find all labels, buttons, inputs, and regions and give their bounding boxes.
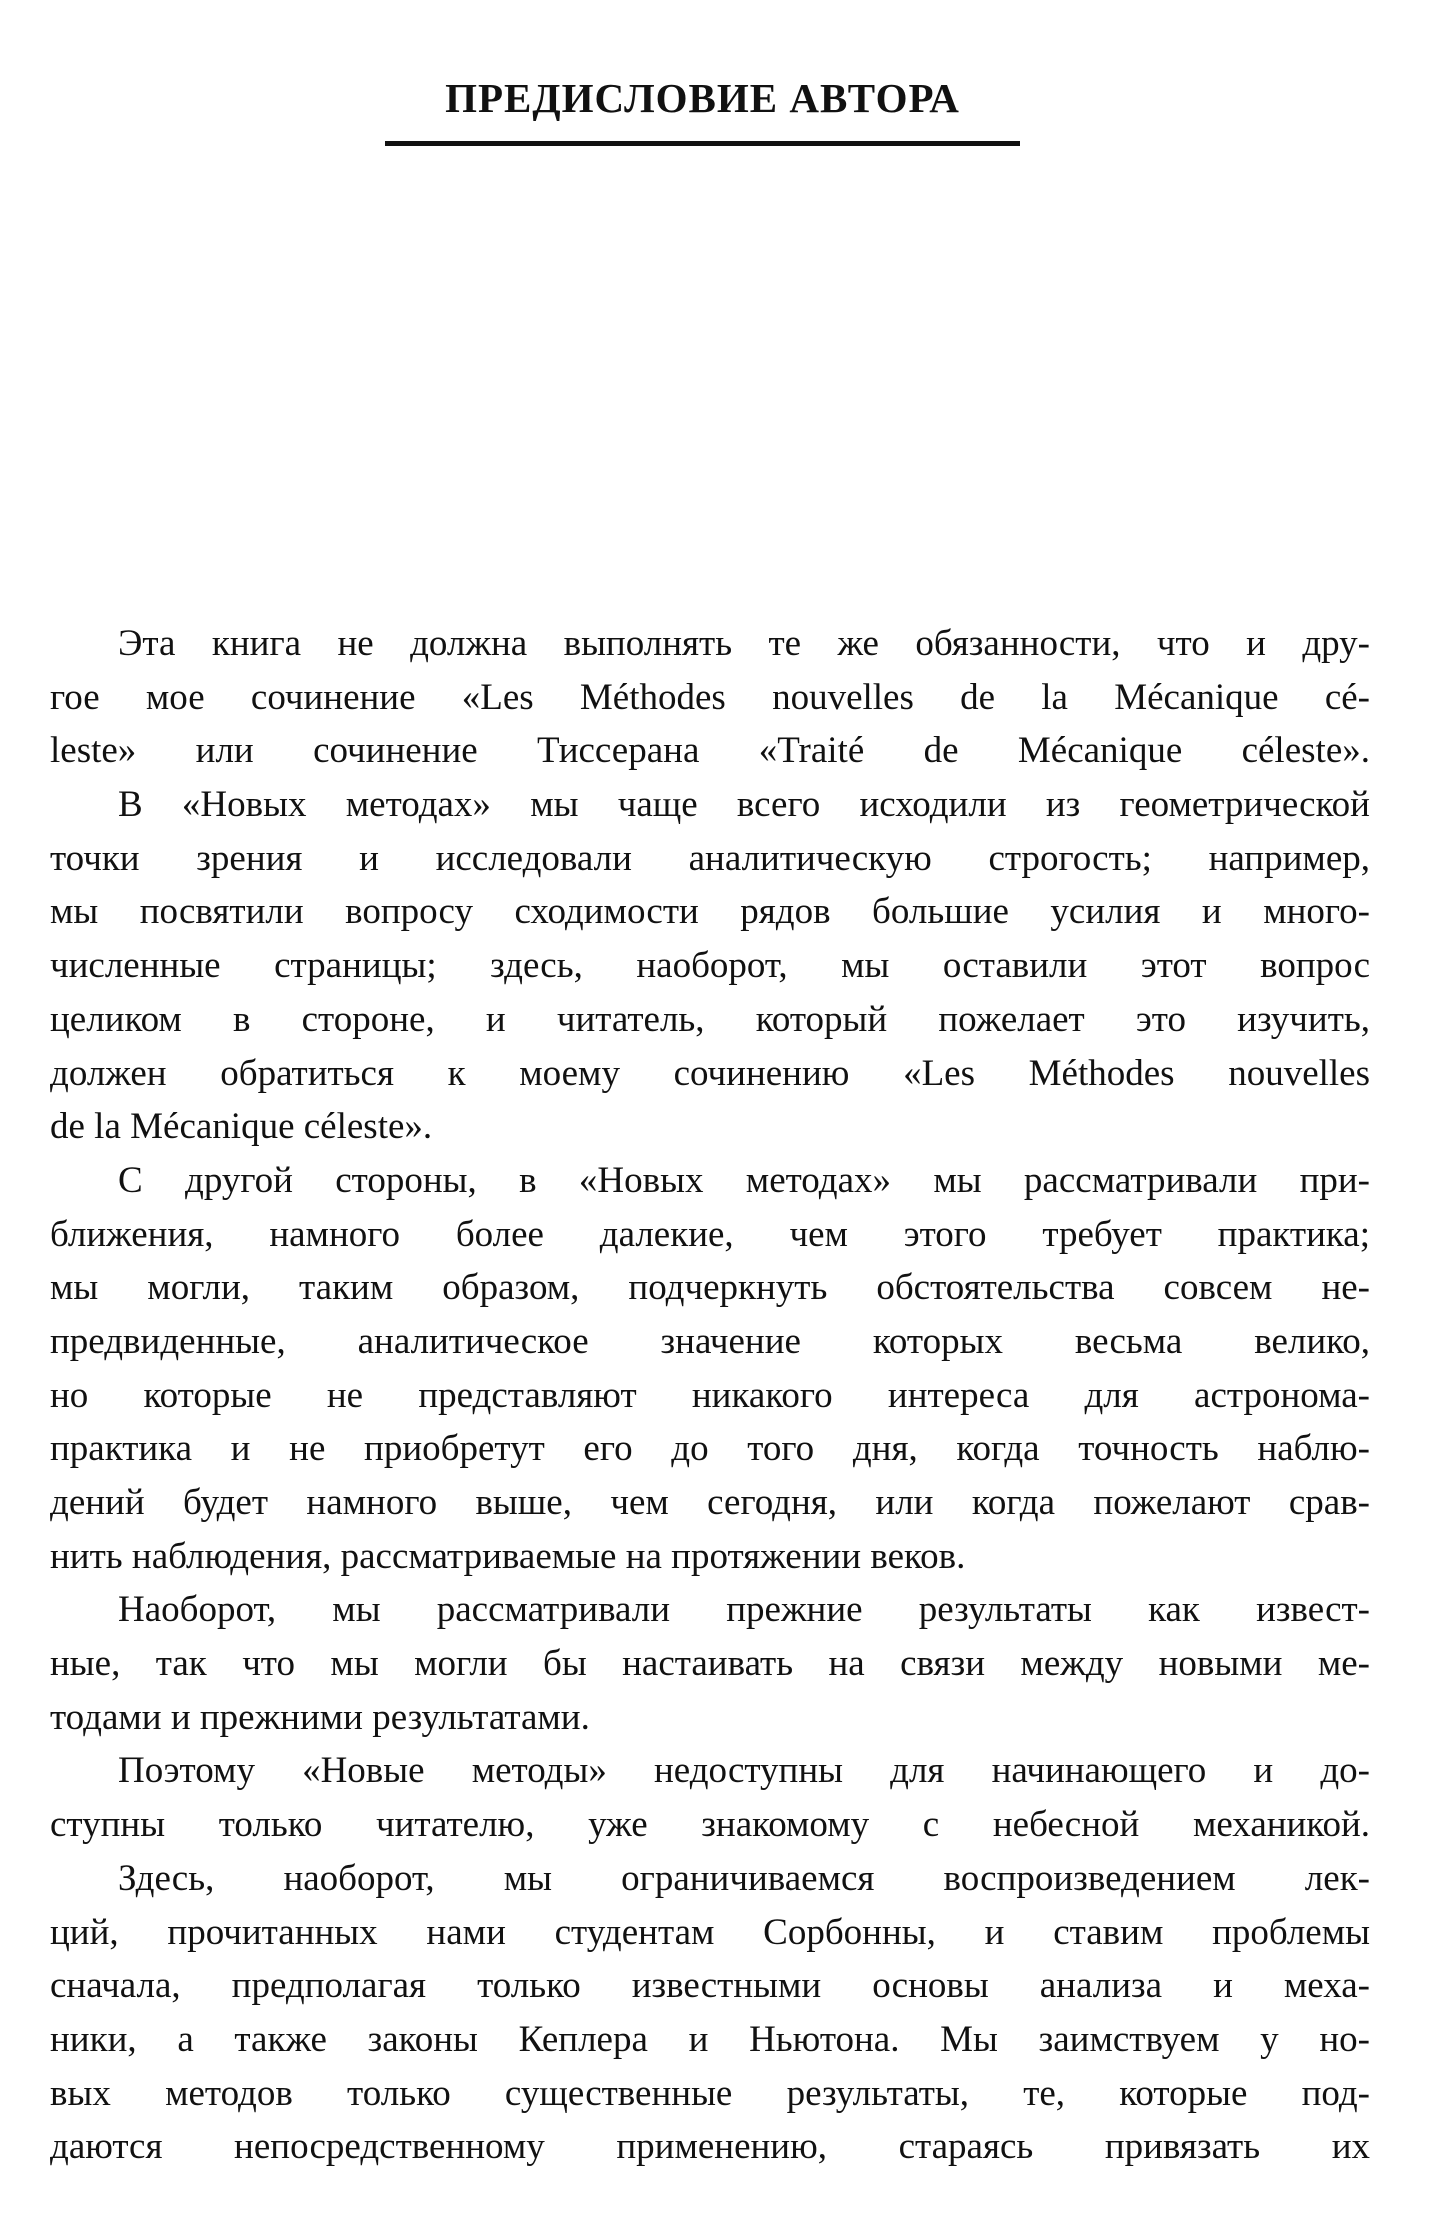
text-line: гое мое сочинение «Les Méthodes nouvelles de la Mécanique cé- xyxy=(50,676,1370,718)
text-line: сначала, предполагая только известными основы анализа и меха- xyxy=(50,1965,1370,2007)
text-line: точки зрения и исследовали аналитическую строгость; например, xyxy=(50,837,1370,879)
text-line: ные, так что мы могли бы настаивать на связи между новыми ме- xyxy=(50,1643,1370,1685)
text-line: de la Mécanique céleste». xyxy=(50,1106,433,1148)
text-line: Поэтому «Новые методы» недоступны для начинающего и до- xyxy=(118,1750,1370,1792)
text-line: leste» или сочинение Тиссерана «Traité de Mécanique céleste». xyxy=(50,730,1370,772)
text-line: Эта книга не должна выполнять те же обязанности, что и дру- xyxy=(118,623,1370,664)
text-line: вых методов только существенные результаты, те, которые под- xyxy=(50,2072,1370,2114)
text-line: целиком в стороне, и читатель, который пожелает это изучить, xyxy=(50,998,1370,1040)
text-line: Наоборот, мы рассматривали прежние результаты как извест- xyxy=(118,1589,1370,1631)
text-line: даются непосредственному применению, стараясь привязать их xyxy=(50,2126,1370,2168)
text-line: ций, прочитанных нами студентам Сорбонны, и ставим проблемы xyxy=(50,1911,1370,1953)
text-line: тодами и прежними результатами. xyxy=(50,1696,590,1738)
text-line: В «Новых методах» мы чаще всего исходили из геометрической xyxy=(118,784,1370,826)
text-line: практика и не приобретут его до того дня, когда точность наблю- xyxy=(50,1428,1370,1470)
text-line: нить наблюдения, рассматриваемые на протяжении веков. xyxy=(50,1535,966,1577)
text-line: должен обратиться к моему сочинению «Les Méthodes nouvelles xyxy=(50,1052,1370,1094)
page-title: ПРЕДИСЛОВИЕ АВТОРА xyxy=(445,75,960,121)
heading-block xyxy=(385,68,1020,146)
title-underline xyxy=(385,141,1020,146)
preface-body xyxy=(50,617,1370,2174)
text-line: мы могли, таким образом, подчеркнуть обстоятельства совсем не- xyxy=(50,1267,1370,1309)
text-line: предвиденные, аналитическое значение которых весьма велико, xyxy=(50,1320,1370,1362)
text-line: численные страницы; здесь, наоборот, мы оставили этот вопрос xyxy=(50,945,1370,987)
text-line: но которые не представляют никакого интереса для астронома- xyxy=(50,1374,1370,1416)
text-line: дений будет намного выше, чем сегодня, или когда пожелают срав- xyxy=(50,1482,1370,1523)
text-line: ступны только читателю, уже знакомому с небесной механикой. xyxy=(50,1804,1370,1846)
text-line: ближения, намного более далекие, чем этого требует практика; xyxy=(50,1213,1370,1255)
text-line: ники, а также законы Кеплера и Ньютона. Мы заимствуем у но- xyxy=(50,2018,1370,2060)
text-line: мы посвятили вопросу сходимости рядов большие усилия и много- xyxy=(50,891,1370,933)
text-line: С другой стороны, в «Новых методах» мы рассматривали при- xyxy=(118,1159,1370,1201)
text-line: Здесь, наоборот, мы ограничиваемся воспроизведением лек- xyxy=(118,1857,1370,1899)
